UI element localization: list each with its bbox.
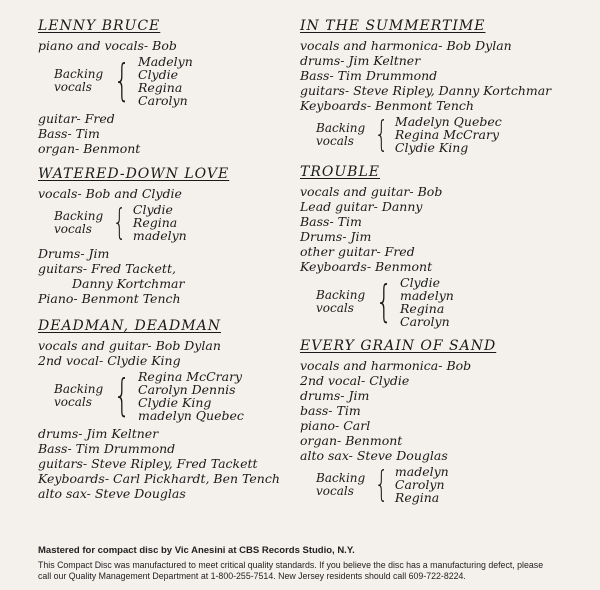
backing-names — [395, 465, 449, 504]
backing-name: madelyn — [394, 464, 449, 479]
credit-line: guitars- Steve Ripley, Fred Tackett — [38, 456, 258, 471]
backing-name: Regina — [138, 80, 183, 95]
credit-line: drums- Jim Keltner — [38, 426, 159, 441]
footer — [38, 545, 578, 582]
credit-line: organ- Benmont — [300, 433, 403, 448]
credit-line: Drums- Jim — [38, 246, 110, 261]
backing-vocals-group — [300, 465, 585, 504]
backing-name: Regina McCrary — [394, 127, 500, 142]
backing-name: Clydie King — [138, 395, 212, 410]
right-column — [300, 18, 585, 508]
credit-line: drums- Jim Keltner — [300, 53, 421, 68]
backing-label-word: vocals — [316, 301, 354, 315]
brace-glyph: { — [375, 276, 393, 327]
credit-line: Keyboards- Carl Pickhardt, Ben Tench — [38, 471, 280, 486]
song-title: WATERED-DOWN LOVE — [38, 166, 230, 182]
credit-line: drums- Jim — [300, 388, 370, 403]
backing-names — [400, 276, 454, 328]
backing-names — [138, 370, 244, 422]
backing-vocals-group — [38, 55, 288, 107]
backing-name: Clydie King — [394, 140, 469, 155]
backing-label-word: Backing — [54, 208, 104, 223]
backing-label-word: vocals — [54, 221, 92, 236]
backing-label-word: Backing — [316, 288, 366, 302]
credit-line: piano- Carl — [300, 418, 371, 433]
mastering-credit: Mastered for compact disc by Vic Anesini at CBS Records Studio, N.Y. — [38, 545, 355, 556]
backing-vocals-group — [300, 276, 585, 328]
brace-glyph: { — [112, 201, 127, 243]
song-block — [300, 164, 585, 328]
credit-line: vocals and guitar- Bob Dylan — [38, 338, 221, 353]
song-title: LENNY BRUCE — [38, 18, 161, 34]
backing-vocals-label — [300, 289, 370, 315]
credit-line: piano and vocals- Bob — [38, 38, 177, 53]
credit-line: guitars- Fred Tackett, — [38, 261, 176, 276]
song-block — [38, 166, 288, 306]
credit-line: vocals- Bob and Clydie — [38, 186, 182, 201]
credit-line: 2nd vocal- Clydie — [300, 373, 410, 388]
credit-line: Danny Kortchmar — [72, 276, 185, 291]
credit-line: organ- Benmont — [38, 141, 141, 156]
credit-line: vocals and harmonica- Bob Dylan — [300, 38, 512, 53]
credit-line: Keyboards- Benmont Tench — [300, 98, 474, 113]
backing-label-word: vocals — [316, 483, 354, 498]
backing-label-word: Backing — [316, 470, 366, 485]
backing-name: Regina — [394, 490, 440, 505]
backing-label-word: Backing — [54, 382, 104, 396]
credit-line: Bass- Tim — [300, 214, 362, 229]
credit-line: Bass- Tim Drummond — [300, 68, 438, 83]
credit-line: other guitar- Fred — [300, 244, 415, 259]
brace-glyph: { — [113, 370, 131, 421]
backing-vocals-label — [38, 210, 108, 236]
backing-label-word: vocals — [316, 133, 354, 148]
brace-glyph: { — [374, 113, 389, 155]
song-block — [38, 18, 288, 156]
credit-line: 2nd vocal- Clydie King — [38, 353, 181, 368]
credit-line: bass- Tim — [300, 403, 361, 418]
credit-line: vocals and guitar- Bob — [300, 184, 443, 199]
song-title: IN THE SUMMERTIME — [300, 18, 486, 34]
backing-name: Regina McCrary — [138, 369, 243, 384]
backing-vocals-group — [38, 370, 288, 422]
song-block — [300, 338, 585, 504]
credit-line: alto sax- Steve Douglas — [38, 486, 186, 501]
backing-names — [138, 55, 193, 107]
credit-line: Keyboards- Benmont — [300, 259, 433, 274]
backing-vocals-label — [38, 68, 108, 94]
song-title: TROUBLE — [300, 164, 380, 180]
backing-name: Carolyn — [394, 477, 445, 492]
credit-line: Bass- Tim — [38, 126, 100, 141]
backing-vocals-label — [300, 472, 370, 498]
quality-notice-line-2: call our Quality Management Department at 1-800-255-7514. New Jersey residents should call 609-722-8224. — [38, 571, 466, 581]
backing-name: Clydie — [138, 67, 179, 82]
backing-name: madelyn — [400, 288, 454, 303]
backing-name: Carolyn — [138, 93, 188, 108]
backing-label-word: Backing — [316, 120, 366, 135]
song-title: EVERY GRAIN OF SAND — [300, 338, 497, 354]
backing-vocals-group — [38, 203, 288, 242]
quality-notice-line-1: This Compact Disc was manufactured to meet critical quality standards. If you believe the disc has a manufacturing defect, please — [38, 560, 544, 570]
backing-label-word: vocals — [54, 80, 92, 94]
brace-glyph: { — [113, 55, 131, 106]
backing-vocals-label — [38, 383, 108, 409]
backing-vocals-group — [300, 115, 585, 154]
backing-names — [395, 115, 502, 154]
backing-name: Regina — [400, 301, 445, 316]
backing-name: madelyn — [132, 228, 187, 243]
backing-name: madelyn Quebec — [138, 408, 244, 423]
backing-label-word: Backing — [54, 67, 104, 81]
brace-glyph: { — [374, 463, 389, 505]
credit-line: Drums- Jim — [300, 229, 372, 244]
credit-line: Piano- Benmont Tench — [38, 291, 181, 306]
song-block — [300, 18, 585, 154]
song-block — [38, 318, 288, 501]
credit-line: guitar- Fred — [38, 111, 115, 126]
credit-line: Lead guitar- Danny — [300, 199, 423, 214]
backing-name: Clydie — [400, 275, 441, 290]
left-column — [38, 18, 288, 501]
backing-name: Madelyn — [138, 54, 193, 69]
backing-name: Carolyn Dennis — [138, 382, 236, 397]
backing-name: Madelyn Quebec — [394, 114, 502, 129]
credit-line: alto sax- Steve Douglas — [300, 448, 448, 463]
backing-name: Regina — [132, 215, 178, 230]
credit-line: Bass- Tim Drummond — [38, 441, 176, 456]
backing-names — [133, 203, 187, 242]
backing-name: Clydie — [132, 202, 173, 217]
song-title: DEADMAN, DEADMAN — [38, 318, 221, 334]
credit-line: guitars- Steve Ripley, Danny Kortchmar — [300, 83, 552, 98]
credit-line: vocals and harmonica- Bob — [300, 358, 472, 373]
backing-vocals-label — [300, 122, 370, 148]
backing-name: Carolyn — [400, 314, 450, 329]
backing-label-word: vocals — [54, 395, 92, 409]
